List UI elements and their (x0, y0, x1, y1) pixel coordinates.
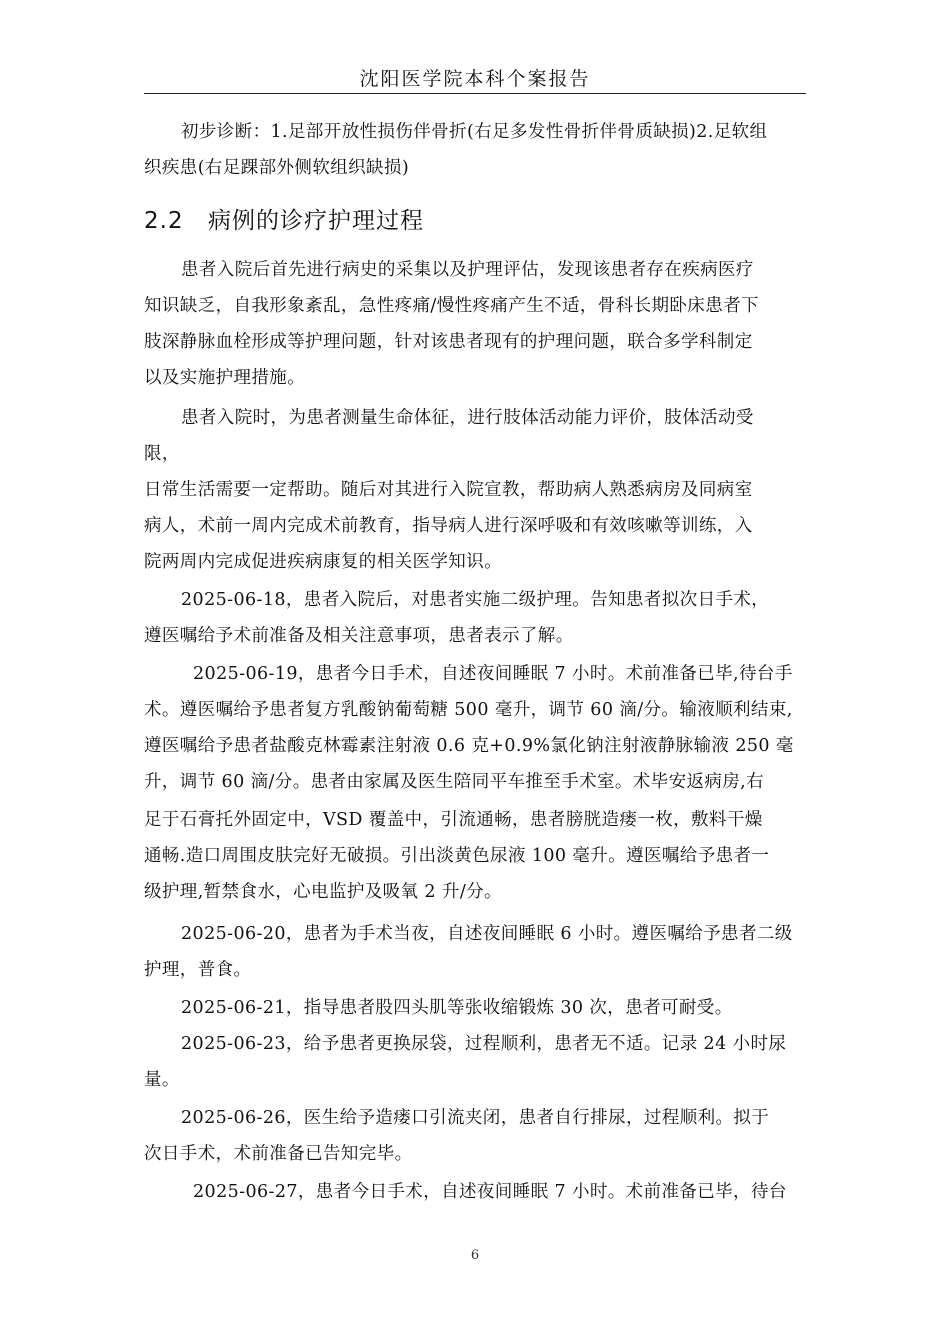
diagnosis-line-2: 织疾患(右足踝部外侧软组织缺损) (144, 158, 410, 178)
paragraph-line: 日常生活需要一定帮助。随后对其进行入院宣教，帮助病人熟悉病房及同病室 (144, 480, 753, 500)
paragraph-line: 升，调节 60 滴/分。患者由家属及医生陪同平车推至手术室。术毕安返病房,右 (144, 772, 765, 792)
paragraph-line: 遵医嘱给予患者盐酸克林霉素注射液 0.6 克+0.9%氯化钠注射液静脉输液 250 毫 (144, 736, 794, 756)
paragraph-line: 以及实施护理措施。 (144, 368, 306, 388)
paragraph-line: 2025-06-26，医生给予造瘘口引流夹闭，患者自行排尿，过程顺利。拟于 (181, 1108, 770, 1128)
paragraph-line: 限， (144, 444, 180, 464)
paragraph-line: 2025-06-23，给予患者更换尿袋，过程顺利，患者无不适。记录 24 小时尿 (181, 1034, 787, 1054)
paragraph-line: 2025-06-21，指导患者股四头肌等张收缩锻炼 30 次，患者可耐受。 (181, 998, 733, 1018)
section-title: 病例的诊疗护理过程 (208, 208, 424, 234)
paragraph-line: 患者入院后首先进行病史的采集以及护理评估，发现该患者存在疾病医疗 (181, 260, 754, 280)
diagnosis-line-1: 初步诊断：1.足部开放性损伤伴骨折(右足多发性骨折伴骨质缺损)2.足软组 (181, 122, 768, 142)
paragraph-line: 级护理,暂禁食水，心电监护及吸氧 2 升/分。 (144, 882, 502, 902)
section-heading (144, 202, 424, 235)
paragraph-line: 遵医嘱给予术前准备及相关注意事项，患者表示了解。 (144, 626, 574, 646)
paragraph-line: 知识缺乏，自我形象紊乱，急性疼痛/慢性疼痛产生不适，骨科长期卧床患者下 (144, 296, 759, 316)
paragraph-line: 2025-06-19，患者今日手术，自述夜间睡眠 7 小时。术前准备已毕,待台手 (193, 664, 793, 684)
paragraph-line: 护理，普食。 (144, 960, 252, 980)
page-header-title: 沈阳医学院本科个案报告 (359, 68, 591, 90)
paragraph-line: 通畅.造口周围皮肤完好无破损。引出淡黄色尿液 100 毫升。遵医嘱给予患者一 (144, 846, 770, 866)
paragraph-line: 肢深静脉血栓形成等护理问题，针对该患者现有的护理问题，联合多学科制定 (144, 332, 753, 352)
paragraph-line: 量。 (144, 1070, 180, 1090)
paragraph-line: 院两周内完成促进疾病康复的相关医学知识。 (144, 552, 502, 572)
paragraph-line: 患者入院时，为患者测量生命体征，进行肢体活动能力评价，肢体活动受 (181, 408, 754, 428)
page-number: 6 (470, 1248, 480, 1263)
paragraph-line: 2025-06-27，患者今日手术，自述夜间睡眠 7 小时。术前准备已毕，待台 (193, 1182, 787, 1202)
paragraph-line: 足于石膏托外固定中，VSD 覆盖中，引流通畅，患者膀胱造瘘一枚，敷料干燥 (144, 810, 763, 830)
section-number: 2.2 (144, 208, 184, 234)
paragraph-line: 术。遵医嘱给予患者复方乳酸钠葡萄糖 500 毫升，调节 60 滴/分。输液顺利结束, (144, 700, 793, 720)
header-divider (144, 93, 806, 94)
paragraph-line: 2025-06-20，患者为手术当夜，自述夜间睡眠 6 小时。遵医嘱给予患者二级 (181, 924, 793, 944)
paragraph-line: 2025-06-18，患者入院后，对患者实施二级护理。告知患者拟次日手术， (181, 590, 770, 610)
paragraph-line: 次日手术，术前准备已告知完毕。 (144, 1144, 413, 1164)
paragraph-line: 病人，术前一周内完成术前教育，指导病人进行深呼吸和有效咳嗽等训练，入 (144, 516, 753, 536)
